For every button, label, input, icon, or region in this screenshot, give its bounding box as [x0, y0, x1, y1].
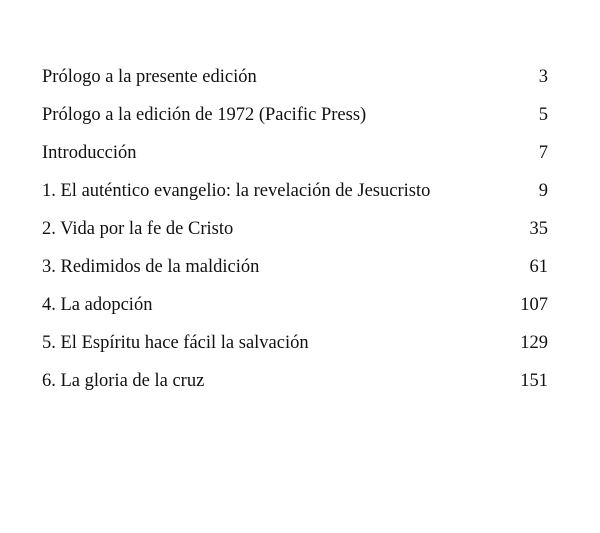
toc-entry-title: Introducción — [42, 143, 137, 163]
toc-entry-title: 6. La gloria de la cruz — [42, 371, 205, 391]
toc-entry-title: 3. Redimidos de la maldición — [42, 257, 260, 277]
toc-entry-chapter-4 — [42, 290, 548, 328]
toc-entry-page: 151 — [520, 371, 548, 391]
toc-entry-page: 35 — [529, 219, 548, 239]
toc-entry-prologo-1972 — [42, 100, 548, 138]
toc-entry-introduccion — [42, 138, 548, 176]
toc-entry-chapter-5 — [42, 328, 548, 366]
toc-entry-chapter-3 — [42, 252, 548, 290]
toc-entry-page: 7 — [538, 143, 548, 163]
toc-entry-title: 5. El Espíritu hace fácil la salvación — [42, 333, 309, 353]
toc-entry-title: Prólogo a la presente edición — [42, 67, 257, 87]
toc-entry-page: 107 — [520, 295, 548, 315]
toc-entry-chapter-6 — [42, 366, 548, 404]
toc-entry-chapter-2 — [42, 214, 548, 252]
toc-entry-page: 3 — [538, 67, 548, 87]
toc-entry-title: 2. Vida por la fe de Cristo — [42, 219, 234, 239]
toc-entry-title: Prólogo a la edición de 1972 (Pacific Press) — [42, 105, 367, 125]
toc-entry-title: 4. La adopción — [42, 295, 153, 315]
toc-entry-page: 5 — [538, 105, 548, 125]
toc-entry-page: 9 — [538, 181, 548, 201]
toc-entry-page: 129 — [520, 333, 548, 353]
table-of-contents — [42, 62, 548, 404]
toc-entry-page: 61 — [529, 257, 548, 277]
toc-entry-prologo-presente — [42, 62, 548, 100]
toc-entry-title: 1. El auténtico evangelio: la revelación de Jesucristo — [42, 181, 431, 201]
toc-entry-chapter-1 — [42, 176, 548, 214]
